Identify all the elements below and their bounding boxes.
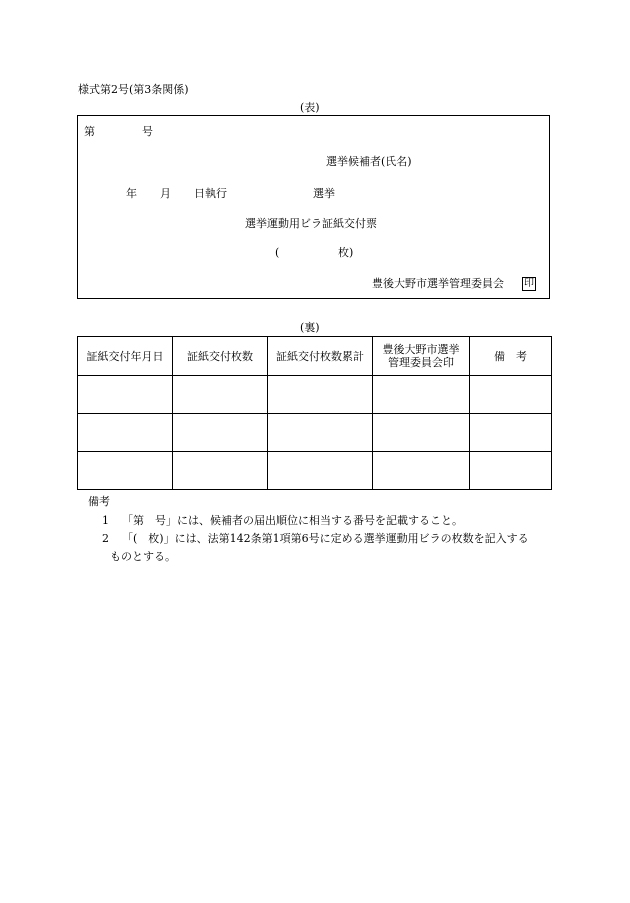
- table-cell[interactable]: [373, 376, 470, 414]
- note-2-text: 「( 枚)」には、法第142条第1項第6号に定める選挙運動用ビラの枚数を記入する: [122, 532, 529, 545]
- back-heading: (裏): [300, 321, 320, 334]
- election-label: 選挙: [313, 187, 335, 200]
- count-close: 枚): [338, 246, 354, 259]
- table-cell[interactable]: [173, 376, 268, 414]
- notes-heading: 備考: [88, 495, 110, 508]
- table-header-row: [78, 337, 552, 376]
- table-cell[interactable]: [268, 452, 373, 490]
- col-header-seal: 豊後大野市選挙 管理委員会印: [373, 337, 470, 376]
- number-suffix: 号: [142, 125, 153, 138]
- col-header-date: 証紙交付年月日: [78, 337, 173, 376]
- issuer-label: 豊後大野市選挙管理委員会: [372, 277, 504, 290]
- table-cell[interactable]: [268, 376, 373, 414]
- day-held-label: 日執行: [194, 187, 227, 200]
- table-row: [78, 414, 552, 452]
- table-cell[interactable]: [373, 414, 470, 452]
- col-header-count: 証紙交付枚数: [173, 337, 268, 376]
- note-1-text: 「第 号」には、候補者の届出順位に相当する番号を記載すること。: [122, 514, 463, 527]
- table-cell[interactable]: [78, 376, 173, 414]
- candidate-label: 選挙候補者(氏名): [326, 155, 412, 168]
- table-cell[interactable]: [268, 414, 373, 452]
- table-cell[interactable]: [78, 452, 173, 490]
- table-cell[interactable]: [470, 376, 552, 414]
- col-header-remarks: 備 考: [470, 337, 552, 376]
- seal-box: 印: [524, 278, 534, 289]
- table-cell[interactable]: [173, 452, 268, 490]
- table-cell[interactable]: [173, 414, 268, 452]
- table-cell[interactable]: [78, 414, 173, 452]
- form-label: 様式第2号(第3条関係): [78, 83, 189, 96]
- back-table: [77, 336, 552, 490]
- front-box: [77, 115, 550, 299]
- table-row: [78, 376, 552, 414]
- month-label: 月: [160, 187, 171, 200]
- number-prefix: 第: [84, 125, 95, 138]
- note-2-continuation: ものとする。: [110, 550, 176, 563]
- note-1-number: 1: [102, 514, 109, 527]
- note-2-number: 2: [102, 532, 109, 545]
- table-cell[interactable]: [373, 452, 470, 490]
- year-label: 年: [126, 187, 137, 200]
- count-open: (: [275, 246, 280, 259]
- form-title: 選挙運動用ビラ証紙交付票: [245, 217, 377, 230]
- table-cell[interactable]: [470, 414, 552, 452]
- table-cell[interactable]: [470, 452, 552, 490]
- front-heading: (表): [300, 101, 320, 114]
- table-row: [78, 452, 552, 490]
- col-header-cumulative: 証紙交付枚数累計: [268, 337, 373, 376]
